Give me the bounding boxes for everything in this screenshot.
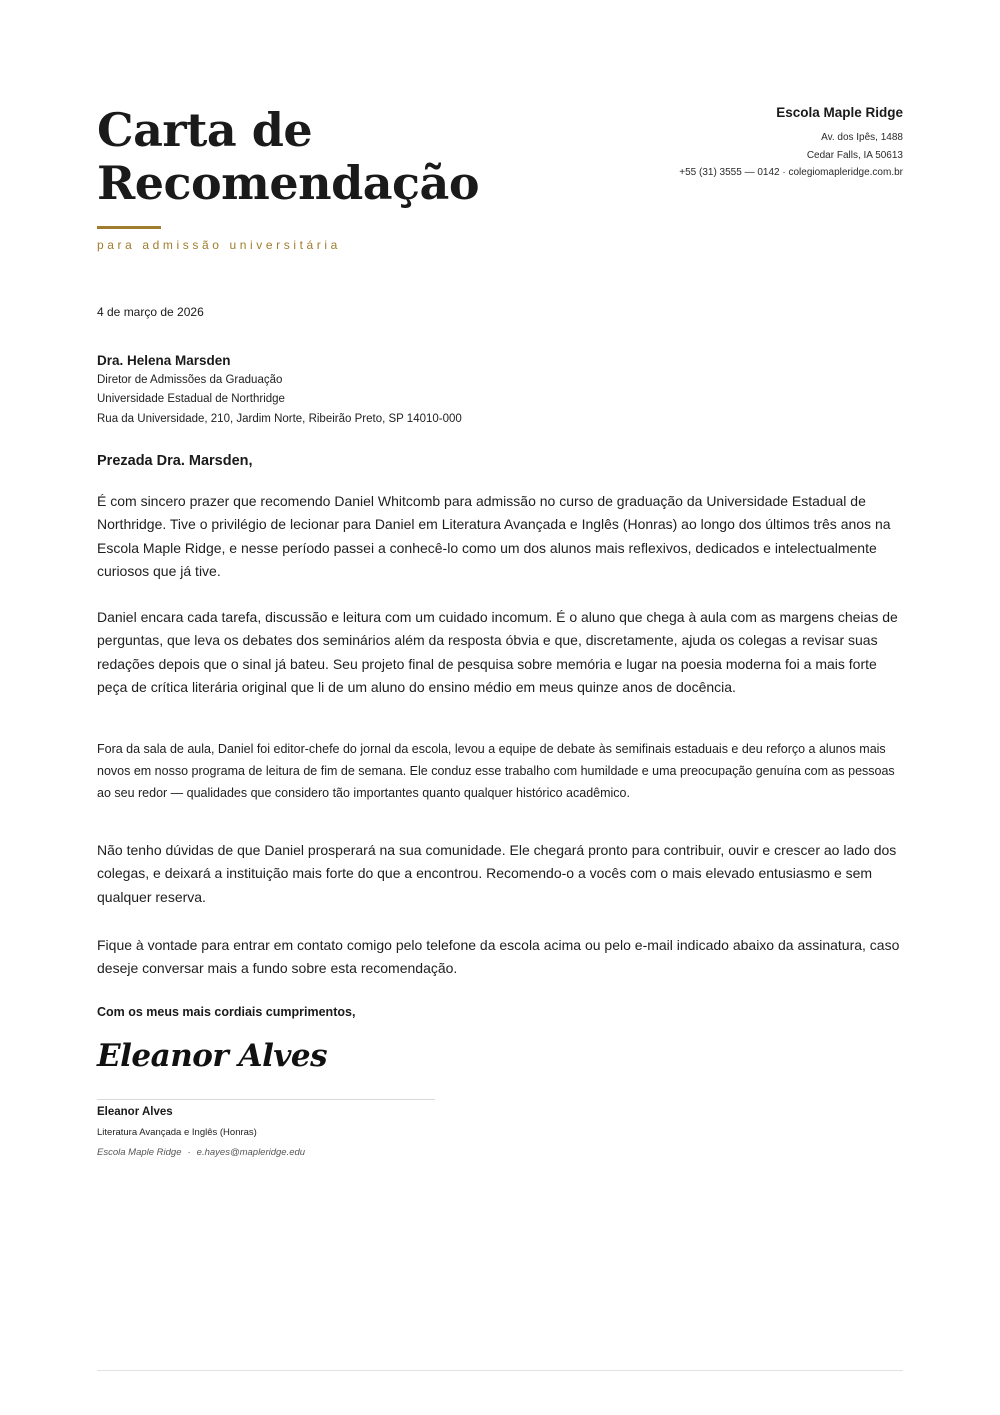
signer-name: Eleanor Alves (97, 1106, 173, 1118)
letter-page (97, 0, 903, 1415)
recipient-name: Dra. Helena Marsden (97, 353, 231, 368)
school-contact: +55 (31) 3555 — 0142 · colegiomapleridge.com.br (679, 167, 903, 178)
body-paragraph-2: Daniel encara cada tarefa, discussão e leitura com um cuidado incomum. É o aluno que chega à aula com as margens cheias de perguntas, que leva os debates dos seminários além da resposta óbvia e que, discretamente, ajuda os colegas a revisar suas redações depois que o sinal já bateu. Seu projeto final de pesquisa sobre memória e lugar na poesia moderna foi a mais forte peça de crítica literária original que li de um aluno do ensino médio em meus quinze anos de docência. (97, 609, 898, 696)
body-paragraph-4: Não tenho dúvidas de que Daniel prosperará na sua comunidade. Ele chegará pronto para contribuir, ouvir e crescer ao lado dos colegas, e deixará a instituição mais forte do que a encontrou. Recomendo-o a vocês com o mais elevado entusiasmo e sem qualquer reserva. (97, 842, 897, 905)
recipient-institution: Universidade Estadual de Northridge (97, 393, 285, 406)
signature-divider (97, 1099, 435, 1100)
salutation: Prezada Dra. Marsden, (97, 453, 253, 469)
footer-divider (97, 1370, 903, 1371)
title-line-1: Carta de (97, 103, 313, 157)
school-address: Av. dos Ipês, 1488 (821, 132, 903, 143)
recipient-block (97, 352, 657, 429)
body-paragraph-5: Fique à vontade para entrar em contato comigo pelo telefone da escola acima ou pelo e-mail indicado abaixo da assinatura, caso deseje conversar mais a fundo sobre esta recomendação. (97, 937, 900, 977)
recipient-title: Diretor de Admissões da Graduação (97, 374, 283, 386)
recipient-address: Rua da Universidade, 210, Jardim Norte, Ribeirão Preto, SP 14010-000 (97, 412, 462, 425)
school-city: Cedar Falls, IA 50613 (806, 149, 903, 161)
contact-separator: · (187, 1147, 191, 1158)
page-title (97, 104, 517, 210)
closing-line: Com os meus mais cordiais cumprimentos, (97, 1005, 356, 1019)
title-line-2: Recomendação (97, 156, 480, 210)
body-paragraph-1: É com sincero prazer que recomendo Daniel Whitcomb para admissão no curso de graduação da Universidade Estadual de Northridge. Tive o privilégio de lecionar para Daniel em Literatura Avançada e Inglês (Honras) ao longo dos últimos três anos na Escola Maple Ridge, e nesse período passei a conhecê-lo como um dos alunos mais reflexivos, dedicados e intelectualmente curiosos que já tive. (97, 493, 891, 580)
page-subtitle: para admissão universitária (97, 238, 341, 252)
signer-email: e.hayes@mapleridge.edu (196, 1147, 306, 1158)
signer-contact (97, 1147, 305, 1158)
school-name: Escola Maple Ridge (776, 105, 903, 120)
school-letterhead (543, 104, 903, 182)
body-paragraph-3: Fora da sala de aula, Daniel foi editor-chefe do jornal da escola, levou a equipe de debate às semifinais estaduais e deu reforço a alunos mais novos em nosso programa de leitura de fim de semana. Ele conduz esse trabalho com humildade e uma preocupação genuína com as pessoas ao seu redor — qualidades que considero tão importantes quanto qualquer histórico acadêmico. (97, 742, 895, 800)
title-accent-rule (97, 226, 161, 229)
signer-school: Escola Maple Ridge (97, 1147, 182, 1158)
handwritten-signature: Eleanor Alves (97, 1038, 328, 1074)
letter-date: 4 de março de 2026 (97, 305, 204, 319)
signer-role: Literatura Avançada e Inglês (Honras) (97, 1127, 257, 1138)
